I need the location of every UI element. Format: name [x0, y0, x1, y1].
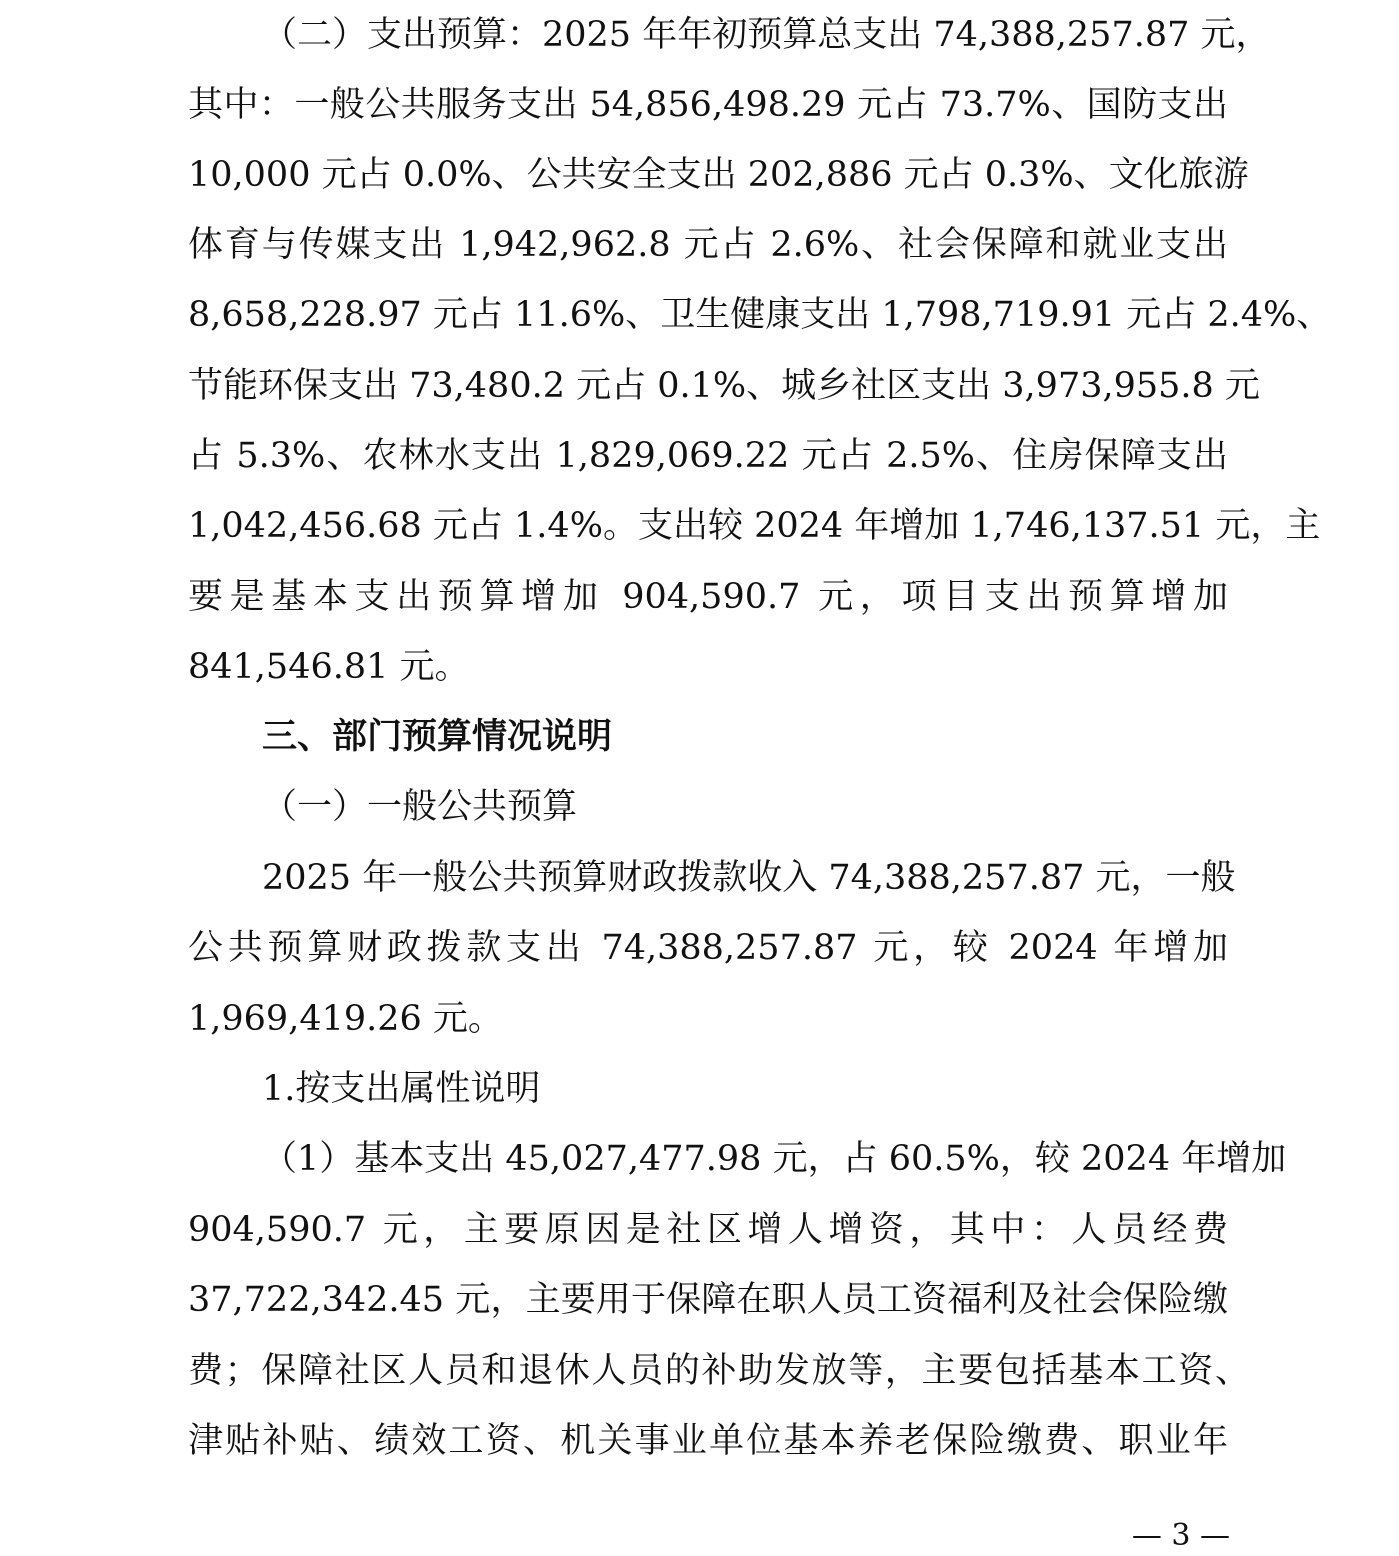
paragraph-general-budget-line-3: 1,969,419.26 元。 — [188, 999, 503, 1039]
subheading-by-expenditure-attribute: 1.按支出属性说明 — [262, 1069, 541, 1109]
paragraph-expenditure-budget-line-7: 占 5.3%、农林水支出 1,829,069.22 元占 2.5%、住房保障支出 — [188, 436, 1228, 476]
paragraph-basic-expenditure-line-1: （1）基本支出 45,027,477.98 元，占 60.5%，较 2024 年增加 — [262, 1139, 1287, 1179]
paragraph-general-budget-line-1: 2025 年一般公共预算财政拨款收入 74,388,257.87 元，一般 — [262, 858, 1236, 898]
paragraph-expenditure-budget-line-1: （二）支出预算：2025 年年初预算总支出 74,388,257.87 元， — [262, 15, 1271, 55]
paragraph-expenditure-budget-line-8: 1,042,456.68 元占 1.4%。支出较 2024 年增加 1,746,137.51 元，主 — [188, 506, 1321, 546]
paragraph-expenditure-budget-line-6: 节能环保支出 73,480.2 元占 0.1%、城乡社区支出 3,973,955.8 元 — [188, 366, 1260, 406]
paragraph-expenditure-budget-line-2: 其中：一般公共服务支出 54,856,498.29 元占 73.7%、国防支出 — [188, 85, 1228, 125]
paragraph-basic-expenditure-line-3: 37,722,342.45 元，主要用于保障在职人员工资福利及社会保险缴 — [188, 1280, 1228, 1320]
paragraph-basic-expenditure-line-5: 津贴补贴、绩效工资、机关事业单位基本养老保险缴费、职业年 — [188, 1421, 1228, 1461]
paragraph-basic-expenditure-line-4: 费；保障社区人员和退休人员的补助发放等，主要包括基本工资、 — [188, 1351, 1250, 1391]
paragraph-general-budget-line-2: 公共预算财政拨款支出 74,388,257.87 元，较 2024 年增加 — [188, 928, 1228, 968]
subheading-general-public-budget: （一）一般公共预算 — [262, 787, 578, 827]
paragraph-expenditure-budget-line-3: 10,000 元占 0.0%、公共安全支出 202,886 元占 0.3%、文化旅游 — [188, 155, 1249, 195]
section-heading-department-budget: 三、部门预算情况说明 — [262, 717, 613, 757]
paragraph-expenditure-budget-line-5: 8,658,228.97 元占 11.6%、卫生健康支出 1,798,719.91 元占 2.4%、 — [188, 295, 1332, 335]
paragraph-expenditure-budget-line-4: 体育与传媒支出 1,942,962.8 元占 2.6%、社会保障和就业支出 — [188, 225, 1228, 265]
page-number: — 3 — — [1131, 1518, 1230, 1553]
paragraph-basic-expenditure-line-2: 904,590.7 元，主要原因是社区增人增资，其中：人员经费 — [188, 1210, 1228, 1250]
paragraph-expenditure-budget-line-9: 要是基本支出预算增加 904,590.7 元，项目支出预算增加 — [188, 577, 1228, 617]
paragraph-expenditure-budget-line-10: 841,546.81 元。 — [188, 647, 470, 687]
